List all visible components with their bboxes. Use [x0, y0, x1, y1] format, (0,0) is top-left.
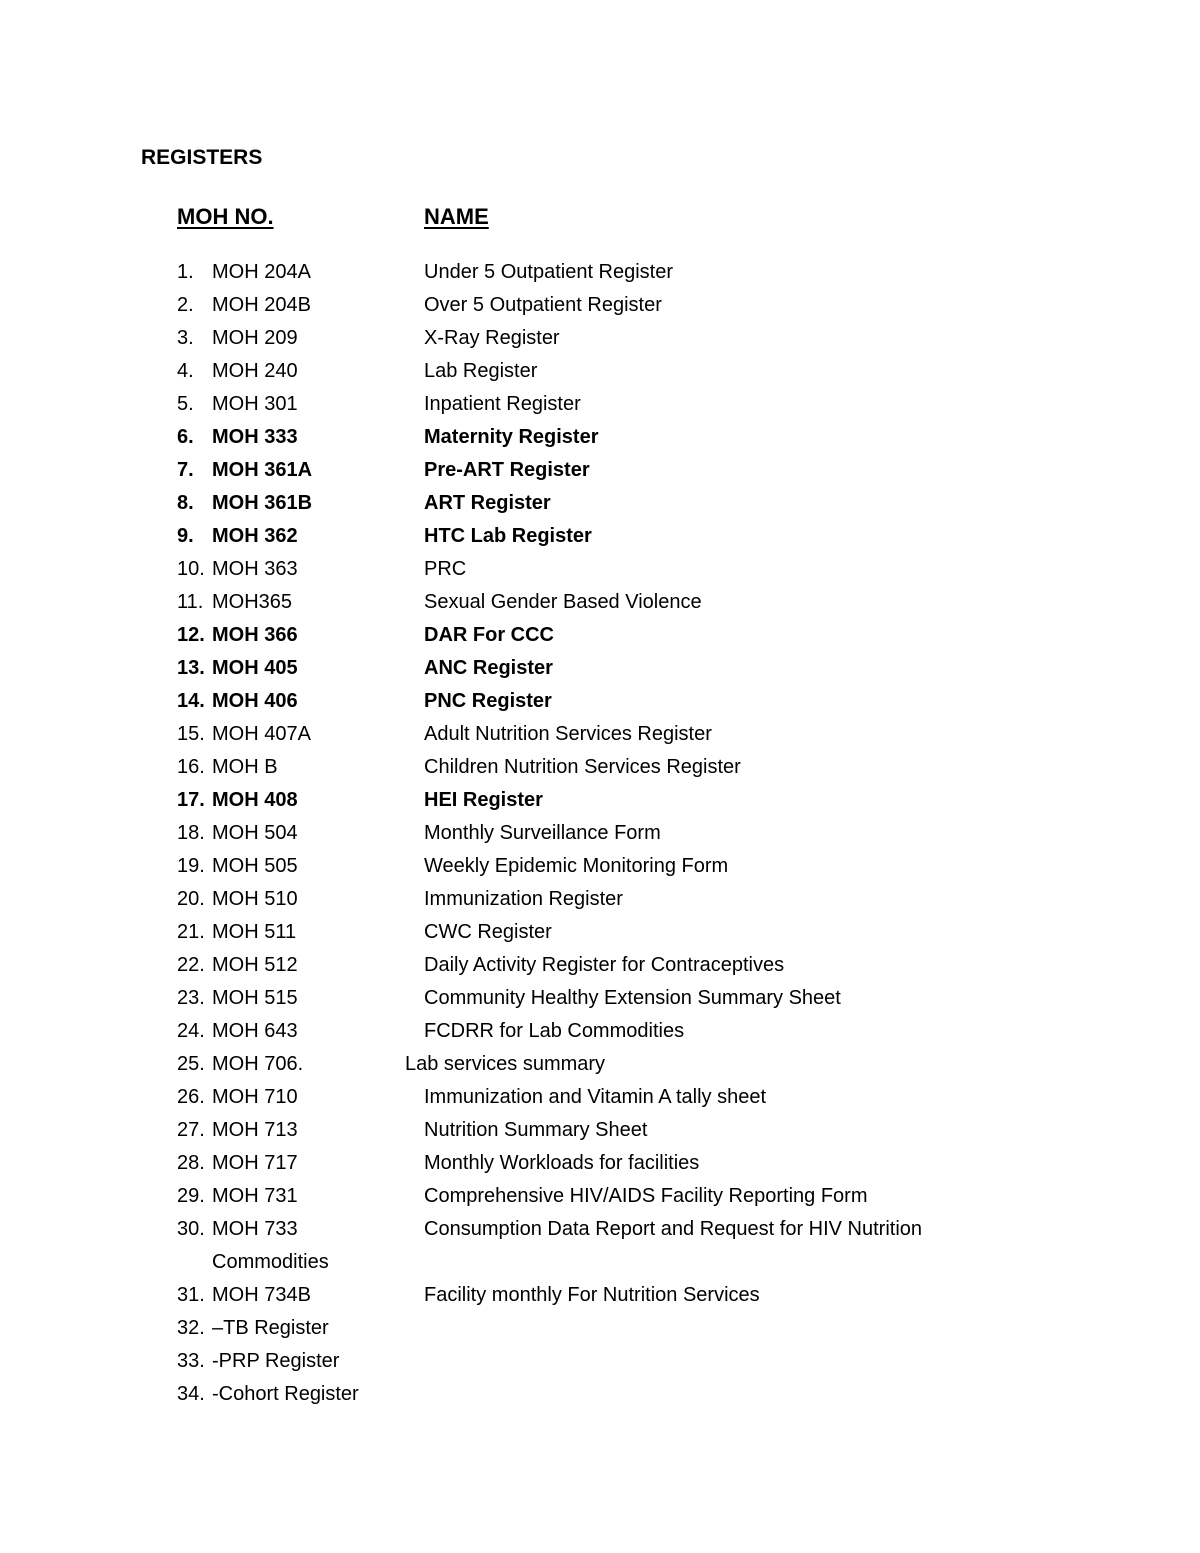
column-header-moh-no: MOH NO.	[177, 204, 274, 229]
list-item	[0, 817, 1200, 850]
list-item	[0, 685, 1200, 718]
list-item	[0, 751, 1200, 784]
item-number: 6.	[177, 426, 194, 448]
item-number: 17.	[177, 789, 205, 811]
register-name: Maternity Register	[424, 426, 599, 448]
moh-code: MOH 734B	[212, 1284, 311, 1306]
list-item	[0, 916, 1200, 949]
moh-code: MOH 713	[212, 1119, 298, 1141]
register-name: Immunization and Vitamin A tally sheet	[424, 1086, 767, 1108]
moh-code: MOH 366	[212, 624, 298, 646]
register-name: PNC Register	[424, 690, 552, 712]
moh-code: MOH 731	[212, 1185, 298, 1207]
register-name: Daily Activity Register for Contraceptives	[424, 954, 785, 976]
moh-code: MOH 515	[212, 987, 298, 1009]
list-item	[0, 1180, 1200, 1213]
moh-code: MOH 511	[212, 921, 297, 943]
moh-code: MOH 405	[212, 657, 298, 679]
item-number: 18.	[177, 822, 205, 844]
moh-code: MOH 361A	[212, 459, 313, 481]
moh-code: MOH 710	[212, 1086, 298, 1108]
item-number: 21.	[177, 921, 205, 943]
item-number: 10.	[177, 558, 205, 580]
list-item	[0, 1114, 1200, 1147]
item-number: 19.	[177, 855, 205, 877]
list-item	[0, 1081, 1200, 1114]
item-number: 2.	[177, 294, 194, 316]
list-item	[0, 982, 1200, 1015]
moh-code: MOH 733	[212, 1218, 298, 1240]
moh-code: MOH 333	[212, 426, 298, 448]
list-item	[0, 1378, 1200, 1411]
list-item	[0, 1312, 1200, 1345]
list-item	[0, 421, 1200, 454]
item-number: 13.	[177, 657, 205, 679]
register-name: Over 5 Outpatient Register	[424, 294, 662, 316]
register-name: Children Nutrition Services Register	[424, 756, 741, 778]
item-number: 5.	[177, 393, 194, 415]
item-number: 27.	[177, 1119, 205, 1141]
moh-code: MOH B	[212, 756, 278, 778]
list-item	[0, 322, 1200, 355]
item-number: 7.	[177, 459, 194, 481]
list-item	[0, 553, 1200, 586]
item-number: 32.	[177, 1317, 205, 1339]
register-name: PRC	[424, 558, 467, 580]
register-name: Monthly Surveillance Form	[424, 822, 661, 844]
item-number: 34.	[177, 1383, 205, 1405]
register-name: Facility monthly For Nutrition Services	[424, 1284, 760, 1306]
list-item	[0, 586, 1200, 619]
list-item	[0, 388, 1200, 421]
item-number: 30.	[177, 1218, 205, 1240]
register-name: Nutrition Summary Sheet	[424, 1119, 648, 1141]
item-number: 14.	[177, 690, 205, 712]
list-item	[0, 883, 1200, 916]
list-item	[0, 454, 1200, 487]
page-title: REGISTERS	[141, 146, 263, 169]
list-item	[0, 619, 1200, 652]
list-item	[0, 1147, 1200, 1180]
list-item	[0, 1345, 1200, 1378]
moh-code: MOH 204B	[212, 294, 311, 316]
item-number: 31.	[177, 1284, 205, 1306]
register-name: Lab Register	[424, 360, 538, 382]
item-number: 33.	[177, 1350, 205, 1372]
list-item	[0, 718, 1200, 751]
item-number: 16.	[177, 756, 205, 778]
register-name: CWC Register	[424, 921, 552, 943]
register-name: Consumption Data Report and Request for HIV Nutrition	[424, 1218, 923, 1240]
register-name: FCDRR for Lab Commodities	[424, 1020, 685, 1042]
register-name: Inpatient Register	[424, 393, 581, 415]
list-item	[0, 1279, 1200, 1312]
item-number: 25.	[177, 1053, 205, 1075]
register-name: Comprehensive HIV/AIDS Facility Reporting Form	[424, 1185, 868, 1207]
list-item	[0, 1048, 1200, 1081]
moh-code: MOH365	[212, 591, 293, 613]
moh-code: MOH 363	[212, 558, 298, 580]
moh-code: MOH 505	[212, 855, 298, 877]
list-item	[0, 256, 1200, 289]
item-number: 20.	[177, 888, 205, 910]
register-name: Under 5 Outpatient Register	[424, 261, 674, 283]
register-name: Monthly Workloads for facilities	[424, 1152, 700, 1174]
item-number: 24.	[177, 1020, 205, 1042]
register-name: HTC Lab Register	[424, 525, 592, 547]
register-name: Community Healthy Extension Summary Sheet	[424, 987, 841, 1009]
item-number: 11.	[177, 591, 204, 613]
list-item	[0, 1015, 1200, 1048]
register-name-continuation: Commodities	[212, 1251, 329, 1273]
register-label: -Cohort Register	[212, 1383, 359, 1405]
register-name: Immunization Register	[424, 888, 623, 910]
moh-code: MOH 204A	[212, 261, 311, 283]
moh-code: MOH 408	[212, 789, 298, 811]
register-name: Pre-ART Register	[424, 459, 590, 481]
column-header-name: NAME	[424, 204, 489, 229]
list-item	[0, 289, 1200, 322]
register-name: ART Register	[424, 492, 551, 514]
register-name: Adult Nutrition Services Register	[424, 723, 712, 745]
moh-code: MOH 406	[212, 690, 298, 712]
register-label: -PRP Register	[212, 1350, 340, 1372]
item-number: 22.	[177, 954, 205, 976]
list-item	[0, 520, 1200, 553]
item-number: 29.	[177, 1185, 205, 1207]
item-number: 15.	[177, 723, 205, 745]
register-name: DAR For CCC	[424, 624, 554, 646]
list-item	[0, 850, 1200, 883]
item-number: 9.	[177, 525, 194, 547]
moh-code: MOH 643	[212, 1020, 298, 1042]
item-number: 26.	[177, 1086, 205, 1108]
register-name: Lab services summary	[405, 1053, 606, 1075]
moh-code: MOH 706.	[212, 1053, 304, 1075]
item-number: 4.	[177, 360, 194, 382]
register-list	[0, 256, 1200, 1411]
item-number: 8.	[177, 492, 194, 514]
register-name: Weekly Epidemic Monitoring Form	[424, 855, 729, 877]
moh-code: MOH 512	[212, 954, 298, 976]
register-label: –TB Register	[212, 1317, 329, 1339]
list-item	[0, 949, 1200, 982]
moh-code: MOH 717	[212, 1152, 298, 1174]
item-number: 28.	[177, 1152, 205, 1174]
moh-code: MOH 510	[212, 888, 298, 910]
moh-code: MOH 301	[212, 393, 298, 415]
register-name: ANC Register	[424, 657, 553, 679]
register-name: Sexual Gender Based Violence	[424, 591, 702, 613]
item-number: 1.	[177, 261, 194, 283]
list-item	[0, 652, 1200, 685]
list-item	[0, 487, 1200, 520]
register-name: HEI Register	[424, 789, 543, 811]
moh-code: MOH 407A	[212, 723, 311, 745]
moh-code: MOH 361B	[212, 492, 313, 514]
moh-code: MOH 240	[212, 360, 298, 382]
item-number: 3.	[177, 327, 194, 349]
moh-code: MOH 362	[212, 525, 298, 547]
list-item	[0, 784, 1200, 817]
list-item	[0, 355, 1200, 388]
item-number: 12.	[177, 624, 205, 646]
register-name: X-Ray Register	[424, 327, 560, 349]
moh-code: MOH 504	[212, 822, 298, 844]
item-number: 23.	[177, 987, 205, 1009]
moh-code: MOH 209	[212, 327, 298, 349]
list-item	[0, 1213, 1200, 1279]
